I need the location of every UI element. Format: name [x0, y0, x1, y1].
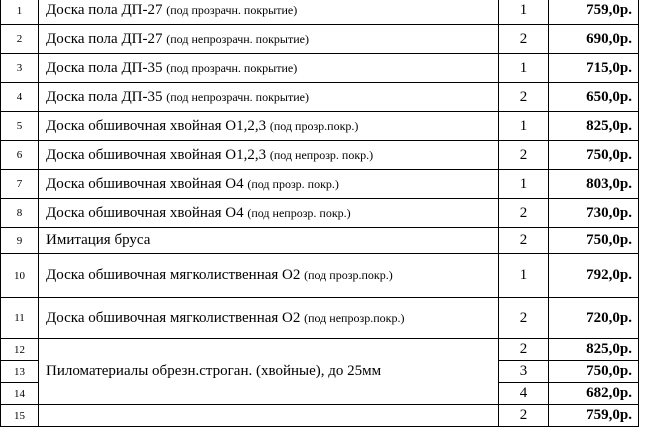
price: 803,0р. — [549, 170, 639, 199]
grade: 2 — [499, 339, 549, 361]
price: 825,0р. — [549, 112, 639, 141]
product-title: Доска обшивочная хвойная О1,2,3 — [46, 117, 267, 134]
price: 750,0р. — [549, 361, 639, 383]
row-number: 8 — [1, 199, 39, 228]
product-title: Доска пола ДП-27 — [46, 2, 163, 18]
grade: 3 — [499, 361, 549, 383]
product-name — [39, 228, 499, 254]
product-title: Имитация бруса — [46, 232, 151, 248]
grade: 2 — [499, 25, 549, 54]
product-name — [39, 25, 499, 54]
product-name — [39, 83, 499, 112]
product-title: Доска обшивочная хвойная О4 — [46, 175, 244, 192]
product-title: Доска пола ДП-35 — [46, 88, 163, 105]
product-note: (под прозрачн. покрытие) — [166, 60, 298, 75]
row-number: 12 — [1, 339, 39, 361]
price: 825,0р. — [549, 339, 639, 361]
product-note: (под непрозрачн. покрытие) — [166, 31, 309, 46]
product-title: Доска обшивочная хвойная О1,2,3 — [46, 146, 267, 163]
row-number: 5 — [1, 112, 39, 141]
price: 792,0р. — [549, 254, 639, 298]
row-number: 15 — [1, 405, 39, 427]
row-number: 11 — [1, 298, 39, 339]
price: 730,0р. — [549, 199, 639, 228]
price: 759,0р. — [549, 405, 639, 427]
grade: 2 — [499, 199, 549, 228]
table-row — [1, 170, 639, 199]
product-name — [39, 141, 499, 170]
row-number: 13 — [1, 361, 39, 383]
table-row — [1, 405, 639, 427]
price: 682,0р. — [549, 383, 639, 405]
product-name — [39, 199, 499, 228]
product-name — [39, 0, 499, 25]
table-row — [1, 54, 639, 83]
grade: 2 — [499, 141, 549, 170]
product-title: Доска пола ДП-35 — [46, 59, 163, 76]
product-name — [39, 112, 499, 141]
grade: 1 — [499, 54, 549, 83]
price: 690,0р. — [549, 25, 639, 54]
product-name — [39, 170, 499, 199]
grade: 1 — [499, 170, 549, 199]
table-row — [1, 141, 639, 170]
product-note: (под непрозрачн. покрытие) — [166, 89, 309, 104]
table-row — [1, 112, 639, 141]
grade: 2 — [499, 228, 549, 254]
product-title: Доска обшивочная хвойная О4 — [46, 204, 244, 221]
table-row — [1, 339, 639, 361]
row-number: 6 — [1, 141, 39, 170]
product-name: Пиломатериалы обрезн.строган. (хвойные), до 25мм — [39, 339, 499, 405]
grade: 2 — [499, 405, 549, 427]
product-name — [39, 405, 499, 427]
product-note: (под прозр.покр.) — [304, 268, 393, 282]
row-number: 10 — [1, 254, 39, 298]
product-note: (под непрозр. покр.) — [247, 205, 351, 220]
grade: 2 — [499, 83, 549, 112]
table-row — [1, 254, 639, 298]
product-note: (под прозрачн. покрытие) — [166, 3, 298, 17]
product-title: Доска обшивочная мягколиственная О2 — [46, 309, 301, 326]
price: 750,0р. — [549, 141, 639, 170]
price: 650,0р. — [549, 83, 639, 112]
table-row — [1, 298, 639, 339]
table-row — [1, 199, 639, 228]
grade: 2 — [499, 298, 549, 339]
table-row — [1, 228, 639, 254]
product-name — [39, 298, 499, 339]
product-note: (под непрозр.покр.) — [304, 310, 405, 325]
product-name — [39, 254, 499, 298]
row-number: 7 — [1, 170, 39, 199]
row-number: 14 — [1, 383, 39, 405]
price: 715,0р. — [549, 54, 639, 83]
price: 759,0р. — [549, 0, 639, 25]
product-name — [39, 54, 499, 83]
grade: 4 — [499, 383, 549, 405]
row-number: 3 — [1, 54, 39, 83]
price: 720,0р. — [549, 298, 639, 339]
product-note: (под непрозр. покр.) — [269, 147, 374, 162]
table-row — [1, 0, 639, 25]
row-number: 4 — [1, 83, 39, 112]
product-title: Доска обшивочная мягколиственная О2 — [46, 267, 301, 283]
product-title: Доска пола ДП-27 — [46, 30, 163, 47]
price: 750,0р. — [549, 228, 639, 254]
row-number: 2 — [1, 25, 39, 54]
table-row — [1, 83, 639, 112]
grade: 1 — [499, 112, 549, 141]
product-note: (под прозр. покр.) — [247, 176, 339, 191]
grade: 1 — [499, 254, 549, 298]
product-note: (под прозр.покр.) — [269, 118, 359, 133]
row-number: 1 — [1, 0, 39, 25]
grade: 1 — [499, 0, 549, 25]
price-table-body — [1, 0, 639, 427]
table-row — [1, 25, 639, 54]
row-number: 9 — [1, 228, 39, 254]
